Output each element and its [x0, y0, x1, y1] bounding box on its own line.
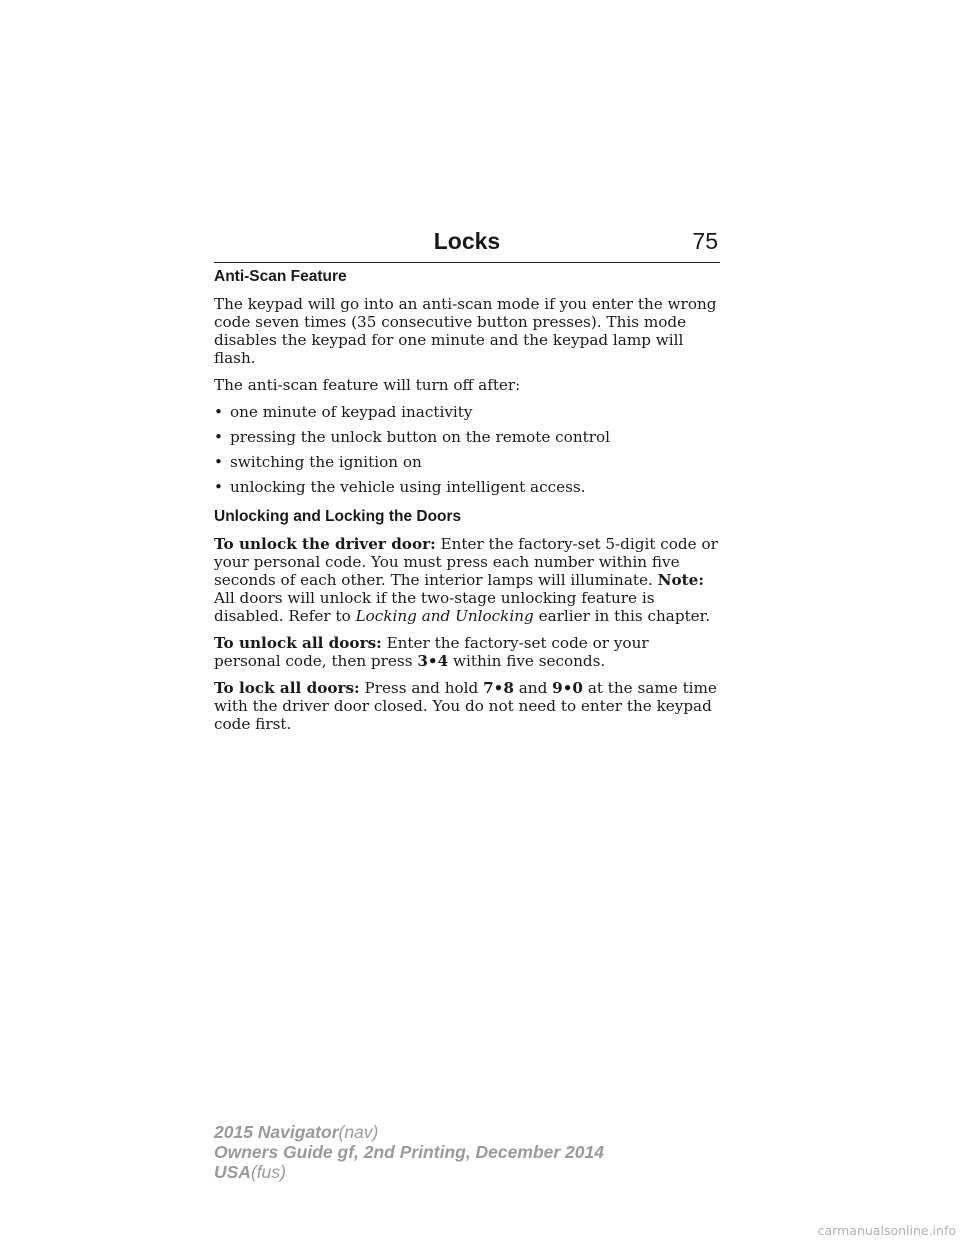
- list-item-text: switching the ignition on: [230, 453, 422, 471]
- chapter-title: Locks: [433, 228, 501, 254]
- body-text: Press and hold: [364, 679, 479, 697]
- footer-model-code: (nav): [338, 1122, 379, 1142]
- paragraph-unlock-all-doors: [214, 634, 720, 670]
- footer-model: 2015 Navigator: [214, 1122, 339, 1142]
- body-text: Enter the factory-set 5-digit code or your personal code. You must press each number within five seconds of each other. The interior lamps will illuminate.: [214, 535, 718, 589]
- anti-scan-list: [214, 403, 720, 496]
- bullet: •: [214, 478, 223, 496]
- section-heading-unlocking-locking: Unlocking and Locking the Doors: [214, 508, 462, 525]
- paragraph-unlock-driver-door: [214, 535, 720, 625]
- list-item: [214, 453, 720, 471]
- anti-scan-intro: The anti-scan feature will turn off after:: [214, 376, 521, 394]
- page-footer: [214, 1122, 604, 1182]
- list-item: [214, 478, 720, 496]
- body-text: earlier in this chapter.: [538, 607, 711, 625]
- lead-lock-all-doors: To lock all doors:: [214, 679, 360, 697]
- body-text: and: [518, 679, 548, 697]
- watermark: carmanualsonline.info: [817, 1223, 956, 1238]
- footer-line-guide: [214, 1142, 604, 1162]
- list-item-text: one minute of keypad inactivity: [230, 403, 473, 421]
- keypad-code: 7•8: [483, 679, 514, 697]
- page-number: 75: [692, 228, 718, 254]
- body-text: All doors will unlock if the two-stage unlocking feature is disabled. Refer to: [214, 589, 655, 625]
- keypad-code: 9•0: [552, 679, 583, 697]
- list-item: [214, 403, 720, 421]
- footer-market: USA: [214, 1162, 251, 1182]
- list-item: [214, 428, 720, 446]
- page-content: [214, 268, 720, 742]
- bullet: •: [214, 453, 223, 471]
- page-header: [214, 226, 720, 263]
- keypad-code: 3•4: [417, 652, 449, 670]
- anti-scan-description: The keypad will go into an anti-scan mode if you enter the wrong code seven times (35 consecutive button presses). This mode disables the keypad for one minute and the keypad lamp will flash.: [214, 295, 717, 367]
- footer-line-market: [214, 1162, 604, 1182]
- body-text: Enter the factory-set code or your personal code, then press: [214, 634, 649, 670]
- section-heading-anti-scan: Anti-Scan Feature: [214, 268, 347, 285]
- footer-guide: Owners Guide gf, 2nd Printing, December 2014: [214, 1142, 604, 1162]
- bullet: •: [214, 428, 223, 446]
- body-text: at the same time with the driver door closed. You do not need to enter the keypad code first.: [214, 679, 717, 733]
- note-label: Note:: [657, 571, 704, 589]
- footer-market-code: (fus): [250, 1162, 286, 1182]
- lead-unlock-driver-door: To unlock the driver door:: [214, 535, 436, 553]
- list-item-text: pressing the unlock button on the remote control: [230, 428, 610, 446]
- footer-line-model: [214, 1122, 604, 1142]
- list-item-text: unlocking the vehicle using intelligent access.: [230, 478, 586, 496]
- bullet: •: [214, 403, 223, 421]
- lead-unlock-all-doors: To unlock all doors:: [214, 634, 382, 652]
- paragraph-lock-all-doors: [214, 679, 720, 733]
- cross-reference: Locking and Unlocking: [355, 607, 534, 625]
- body-text: within five seconds.: [452, 652, 606, 670]
